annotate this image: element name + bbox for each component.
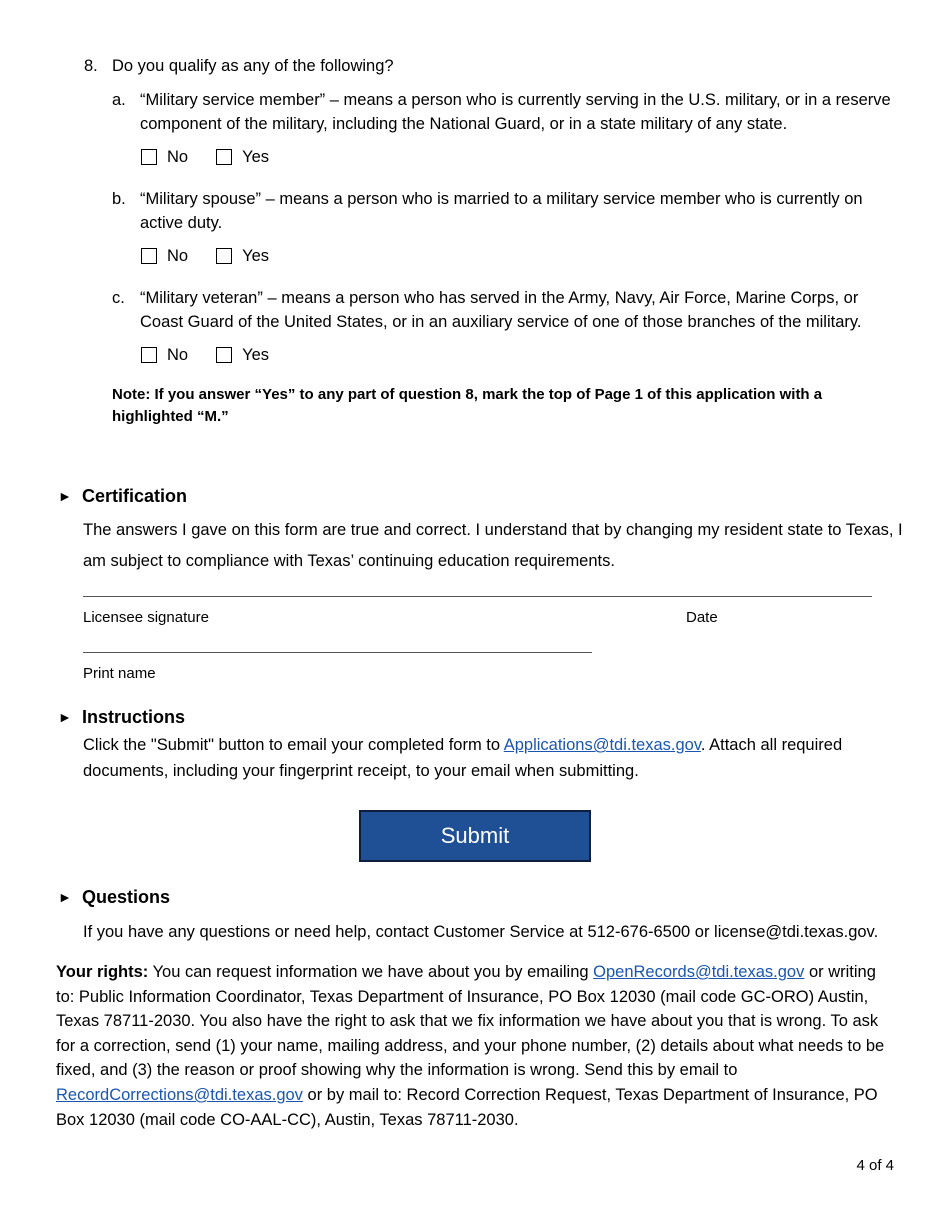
checkbox-group-a — [141, 145, 297, 169]
item-text: “Military spouse” – means a person who is married to a military service member who is currently on active duty. — [140, 190, 863, 232]
no-checkbox[interactable] — [141, 149, 157, 165]
rights-label: Your rights: — [56, 963, 149, 981]
option-no[interactable] — [141, 244, 188, 268]
certification-title: Certification — [82, 486, 188, 506]
yes-checkbox[interactable] — [216, 149, 232, 165]
rights-text-part: or writing to: Public Information Coordinator, Texas Department of Insurance, PO Box 12030 (mail code GC-ORO) Austin, Texas 78711-2030. You also have the right to ask that we fix information we have about you that is wrong. To ask for a correction, send (1) your name, mailing address, and your phone number, (2) details about what needs to be fixed, and (3) the reason or proof showing why the information is wrong. Send this by email to — [56, 963, 885, 1080]
applications-email-link[interactable]: Applications@tdi.texas.gov — [503, 736, 701, 754]
yes-checkbox[interactable] — [216, 248, 232, 264]
item-letter: b. — [112, 190, 126, 208]
arrow-icon: ► — [58, 709, 72, 725]
open-records-email-link[interactable]: OpenRecords@tdi.texas.gov — [593, 963, 805, 981]
date-label: Date — [686, 609, 718, 626]
option-no[interactable] — [141, 343, 188, 367]
no-label: No — [167, 148, 189, 166]
certification-heading — [58, 484, 187, 508]
question-number: 8. — [84, 57, 98, 75]
signature-line[interactable] — [83, 596, 872, 597]
question-text: Do you qualify as any of the following? — [112, 57, 394, 75]
option-yes[interactable] — [216, 145, 269, 169]
yes-checkbox[interactable] — [216, 347, 232, 363]
no-label: No — [167, 346, 189, 364]
your-rights-paragraph — [56, 960, 894, 1132]
rights-text-part: or by mail to: Record Correction Request, Texas Department of Insurance, PO Box 12030 (mail code CO-AAL-CC), Austin, Texas 78711-2030. — [56, 1085, 878, 1129]
arrow-icon: ► — [58, 889, 72, 905]
questions-title: Questions — [82, 887, 171, 907]
record-corrections-email-link[interactable]: RecordCorrections@tdi.texas.gov — [56, 1085, 303, 1104]
checkbox-group-c — [141, 343, 297, 367]
yes-label: Yes — [242, 247, 270, 265]
instructions-title: Instructions — [82, 707, 186, 727]
option-yes[interactable] — [216, 343, 269, 367]
print-name-label: Print name — [83, 665, 156, 682]
no-checkbox[interactable] — [141, 347, 157, 363]
submit-button[interactable]: Submit — [359, 810, 591, 862]
checkbox-group-b — [141, 244, 297, 268]
item-letter: c. — [112, 289, 125, 307]
instructions-text-part: Click the "Submit" button to email your completed form to — [83, 736, 504, 754]
signature-label: Licensee signature — [83, 609, 209, 626]
instructions-heading — [58, 705, 185, 729]
option-no[interactable] — [141, 145, 188, 169]
no-checkbox[interactable] — [141, 248, 157, 264]
questions-text: If you have any questions or need help, contact Customer Service at 512-676-6500 or license@tdi.texas.gov. — [83, 923, 879, 941]
item-text: “Military service member” – means a person who is currently serving in the U.S. military, or in a reserve component of the military, including the National Guard, or in a state military of any state. — [140, 91, 891, 133]
certification-text: The answers I gave on this form are true and correct. I understand that by changing my resident state to Texas, I am subject to compliance with Texas’ continuing education requirements. — [83, 521, 903, 570]
option-yes[interactable] — [216, 244, 269, 268]
instructions-text-part: . Attach all required documents, including your fingerprint receipt, to your email when submitting. — [83, 736, 843, 780]
military-note: Note: If you answer “Yes” to any part of question 8, mark the top of Page 1 of this application with a highlighted “M.” — [112, 386, 823, 425]
rights-text-part: You can request information we have about you by emailing — [148, 963, 594, 981]
instructions-text — [83, 732, 913, 784]
page-number: 4 of 4 — [856, 1157, 894, 1174]
no-label: No — [167, 247, 189, 265]
item-text: “Military veteran” – means a person who has served in the Army, Navy, Air Force, Marine Corps, or Coast Guard of the United States, or in an auxiliary service of one of those branches of the military. — [140, 289, 862, 331]
item-letter: a. — [112, 91, 126, 109]
yes-label: Yes — [242, 148, 270, 166]
yes-label: Yes — [242, 346, 270, 364]
print-name-line[interactable] — [83, 652, 592, 653]
questions-heading — [58, 885, 170, 909]
arrow-icon: ► — [58, 488, 72, 504]
